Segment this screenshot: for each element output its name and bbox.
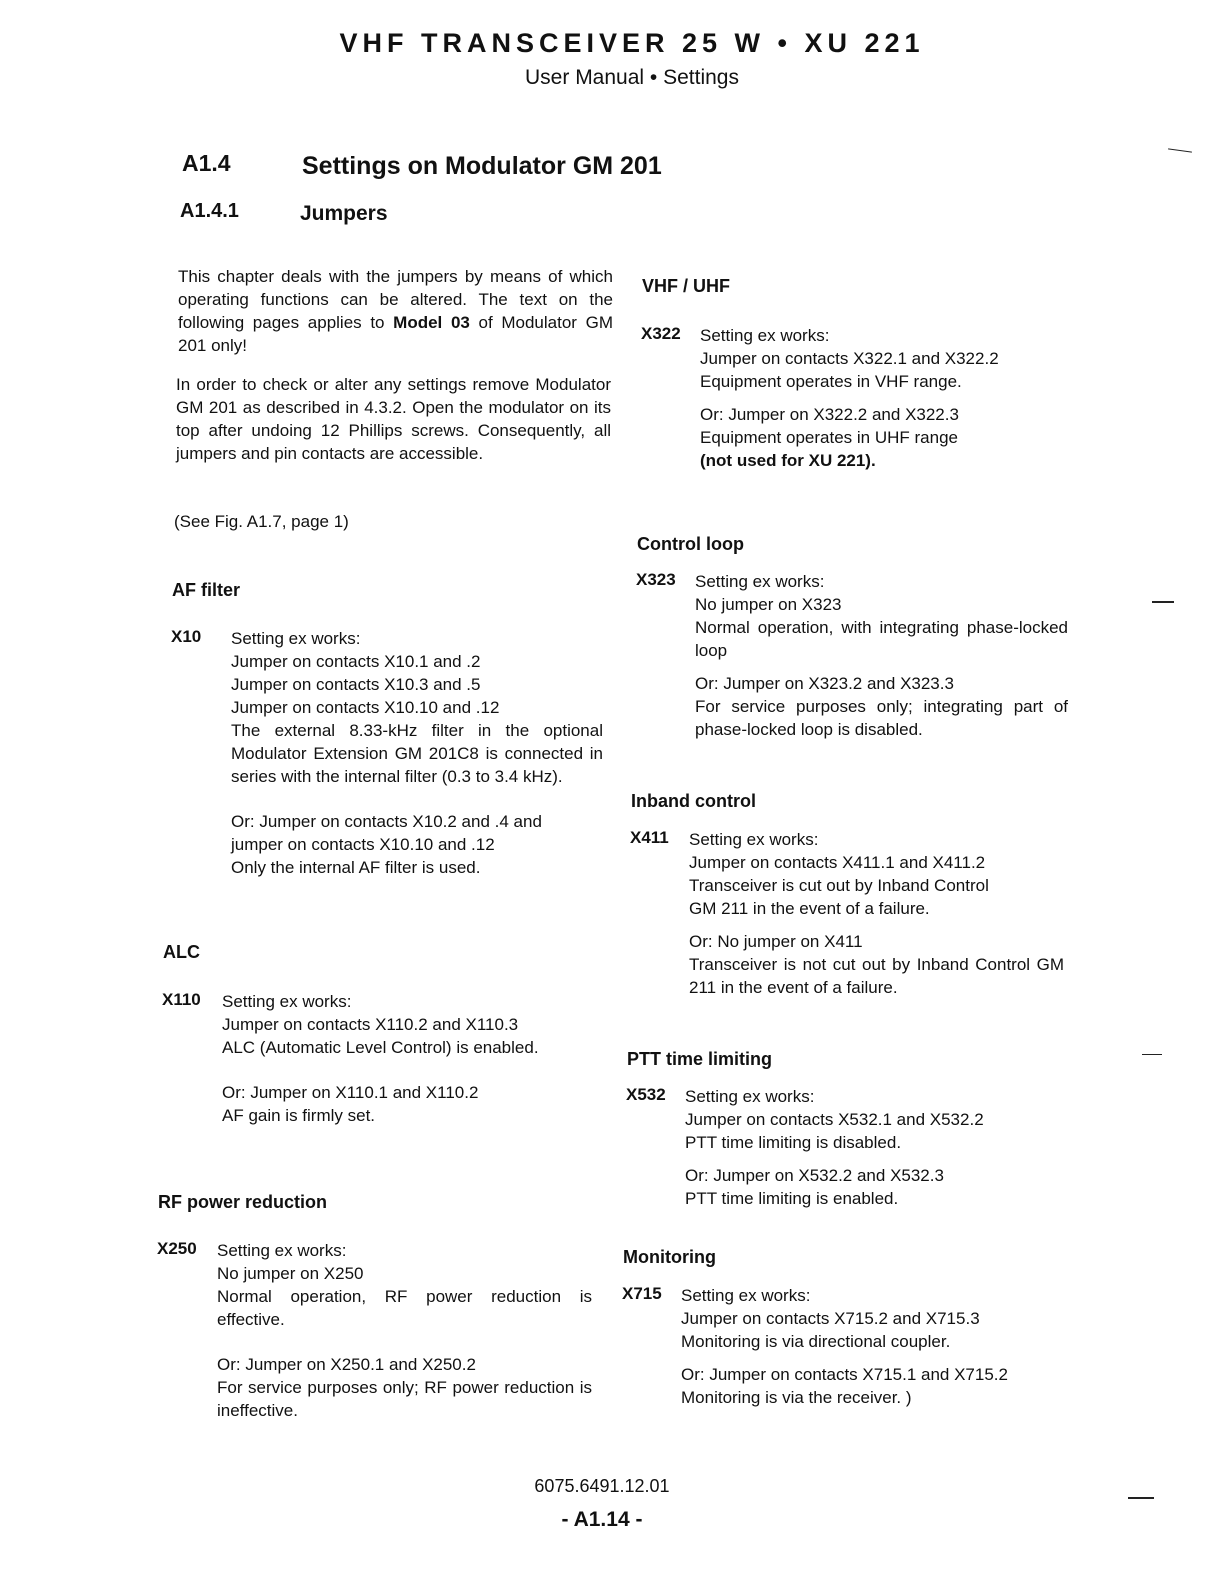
intro-text-b: of Modulator GM 201 only! — [178, 313, 613, 355]
entry-line: Setting ex works: — [222, 992, 352, 1011]
jumper-code-x715: X715 — [622, 1284, 662, 1303]
intro-paragraph-1 — [178, 265, 613, 357]
entry-line: No jumper on X323 — [695, 595, 842, 614]
margin-mark — [1168, 148, 1192, 152]
intro-text-a: This chapter deals with the jumpers by means of which operating functions can be altered. The text on the following pages applies to — [178, 267, 613, 332]
document-title: VHF TRANSCEIVER 25 W • XU 221 — [339, 28, 925, 58]
entry-or-line: jumper on contacts X10.10 and .12 — [231, 835, 495, 854]
entry-or-line: Or: Jumper on X110.1 and X110.2 — [222, 1083, 479, 1102]
jumper-code-x10: X10 — [171, 627, 202, 646]
entry-or-line: (not used for XU 221). — [700, 451, 876, 470]
entry-line: Jumper on contacts X10.1 and .2 — [231, 652, 481, 671]
entry-or-line: Or: Jumper on contacts X10.2 and .4 and — [231, 812, 542, 831]
entry-line: Jumper on contacts X322.1 and X322.2 — [700, 349, 999, 368]
entry-text: ALC (Automatic Level Control) is enabled. — [222, 1038, 539, 1057]
entry-or-text: Transceiver is not cut out by Inband Control GM 211 in the event of a failure. — [689, 955, 1064, 997]
entry-line: Jumper on contacts X715.2 and X715.3 — [681, 1309, 980, 1328]
entry-line: Jumper on contacts X532.1 and X532.2 — [685, 1110, 984, 1129]
heading-ptt-time-limiting: PTT time limiting — [627, 1049, 773, 1069]
jumper-code-x411: X411 — [630, 828, 669, 847]
entry-line: Setting ex works: — [695, 572, 825, 591]
margin-mark — [1142, 1054, 1162, 1055]
jumper-code-x110: X110 — [162, 990, 201, 1009]
entry-line: Jumper on contacts X110.2 and X110.3 — [222, 1015, 519, 1034]
intro-model-bold: Model 03 — [393, 313, 470, 332]
subsection-title: Jumpers — [300, 202, 388, 225]
entry-line: Transceiver is cut out by Inband Control — [689, 876, 989, 895]
entry-line: Setting ex works: — [217, 1241, 347, 1260]
entry-or-line: Only the internal AF filter is used. — [231, 858, 481, 877]
document-subtitle: User Manual • Settings — [525, 66, 739, 89]
jumper-entry-x110 — [222, 990, 584, 1127]
jumper-entry-x715 — [681, 1284, 1054, 1409]
figure-reference: (See Fig. A1.7, page 1) — [174, 512, 349, 531]
entry-line: GM 211 in the event of a failure. — [689, 899, 930, 918]
heading-alc: ALC — [163, 942, 200, 962]
entry-text: Normal operation, with integrating phase-locked loop — [695, 618, 1068, 660]
entry-line: Setting ex works: — [681, 1286, 811, 1305]
entry-line: Monitoring is via directional coupler. — [681, 1332, 951, 1351]
page-number: - A1.14 - — [561, 1508, 643, 1531]
entry-text: Normal operation, RF power reduction is effective. — [217, 1287, 592, 1329]
entry-line: Setting ex works: — [231, 629, 361, 648]
entry-or-line: Or: Jumper on X250.1 and X250.2 — [217, 1355, 476, 1374]
heading-vhf-uhf: VHF / UHF — [642, 276, 730, 296]
jumper-code-x532: X532 — [626, 1085, 666, 1104]
section-title: Settings on Modulator GM 201 — [302, 152, 662, 180]
jumper-entry-x250 — [217, 1239, 592, 1422]
entry-or-text: Or: Jumper on contacts X715.1 and X715.2 — [681, 1365, 1008, 1384]
entry-or-line: AF gain is firmly set. — [222, 1106, 376, 1125]
heading-monitoring: Monitoring — [623, 1247, 716, 1267]
entry-or-line: PTT time limiting is enabled. — [685, 1189, 899, 1208]
jumper-entry-x323 — [695, 570, 1068, 741]
margin-mark — [1152, 601, 1174, 603]
document-number: 6075.6491.12.01 — [534, 1476, 670, 1496]
entry-line: Jumper on contacts X10.3 and .5 — [231, 675, 481, 694]
entry-line: Setting ex works: — [689, 830, 819, 849]
entry-or-line: Or: Jumper on X322.2 and X322.3 — [700, 405, 959, 424]
subsection-number: A1.4.1 — [180, 200, 239, 222]
jumper-entry-x10 — [231, 627, 603, 879]
heading-control-loop: Control loop — [637, 534, 744, 554]
jumper-code-x250: X250 — [157, 1239, 197, 1258]
margin-mark — [1128, 1497, 1154, 1499]
entry-line: No jumper on X250 — [217, 1264, 364, 1283]
entry-or-text: For service purposes only; integrating part of phase-locked loop is disabled. — [695, 697, 1068, 739]
entry-or-line: Or: No jumper on X411 — [689, 932, 863, 951]
entry-line: Setting ex works: — [700, 326, 830, 345]
jumper-entry-x411 — [689, 828, 1064, 999]
entry-or-line: Or: Jumper on X323.2 and X323.3 — [695, 674, 954, 693]
heading-rf-power-reduction: RF power reduction — [158, 1192, 328, 1212]
intro-paragraph-2: In order to check or alter any settings remove Modulator GM 201 as described in 4.3.2. Open the modulator on its top after undoing 12 Phillips screws. Consequently, all jumpers and pin contacts are accessible. — [176, 375, 611, 463]
heading-inband-control: Inband control — [631, 791, 756, 811]
entry-or-text: For service purposes only; RF power reduction is ineffective. — [217, 1378, 592, 1420]
entry-line: PTT time limiting is disabled. — [685, 1133, 902, 1152]
jumper-entry-x532 — [685, 1085, 1055, 1210]
entry-text: The external 8.33-kHz filter in the optional Modulator Extension GM 201C8 is connected in series with the internal filter (0.3 to 3.4 kHz). — [231, 721, 603, 786]
entry-line: Jumper on contacts X411.1 and X411.2 — [689, 853, 986, 872]
section-number: A1.4 — [182, 150, 231, 176]
jumper-code-x323: X323 — [636, 570, 676, 589]
entry-or-line: Monitoring is via the receiver. ) — [681, 1388, 912, 1407]
entry-line: Jumper on contacts X10.10 and .12 — [231, 698, 500, 717]
entry-line: Setting ex works: — [685, 1087, 815, 1106]
jumper-code-x322: X322 — [641, 324, 681, 343]
entry-or-line: Or: Jumper on X532.2 and X532.3 — [685, 1166, 944, 1185]
entry-or-line: Equipment operates in UHF range — [700, 428, 958, 447]
entry-line: Equipment operates in VHF range. — [700, 372, 962, 391]
jumper-entry-x322 — [700, 324, 1070, 472]
heading-af-filter: AF filter — [172, 580, 241, 600]
